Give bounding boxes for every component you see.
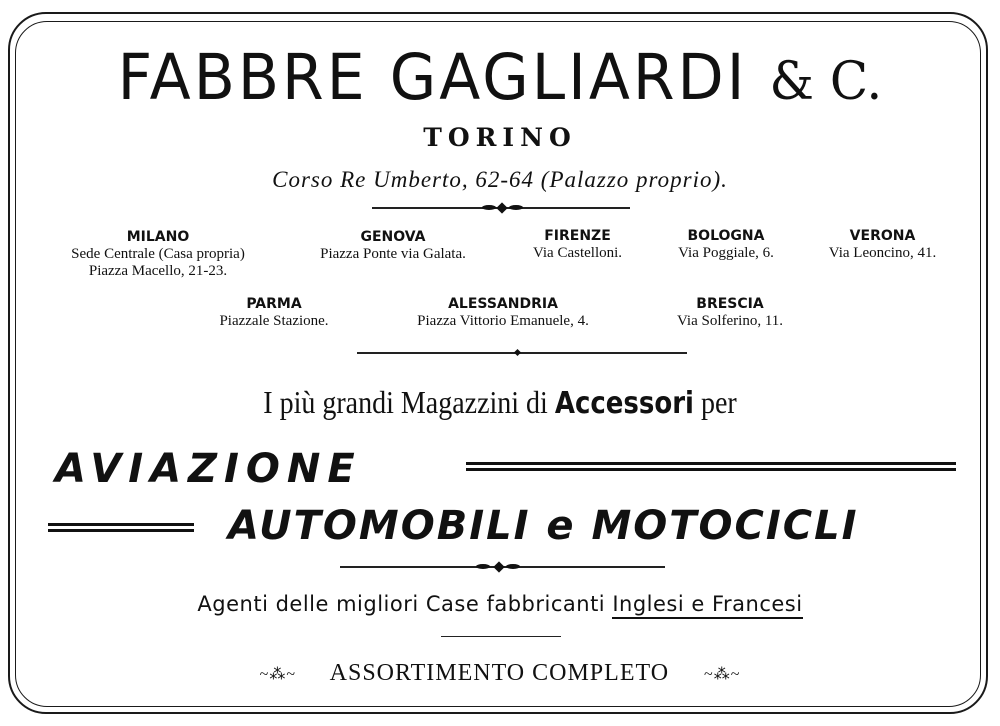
branch-address: Via Solferino, 11.	[676, 313, 784, 329]
tagline-suffix: per	[700, 385, 737, 422]
company-title	[0, 36, 1000, 123]
branch-genova	[290, 228, 496, 263]
branch-alessandria	[385, 295, 621, 330]
category-automobili-motocicli: AUTOMOBILI e MOTOCICLI	[228, 503, 859, 549]
footer-text: ASSORTIMENTO COMPLETO	[329, 660, 670, 686]
branch-bologna	[658, 227, 794, 262]
ornamental-divider-bottom	[340, 566, 665, 568]
flourish-right-icon: ~⁂~	[704, 666, 741, 684]
company-suffix: & C.	[769, 50, 883, 112]
agents-prefix: Agenti delle migliori Case fabbricanti	[197, 592, 606, 616]
branch-verona	[810, 227, 955, 262]
branch-city: FIRENZE	[544, 228, 611, 244]
branch-address: Piazzale Stazione.	[219, 313, 329, 329]
branch-address-line2: Piazza Macello, 21-23.	[88, 263, 228, 279]
category-aviazione: AVIAZIONE	[55, 446, 362, 492]
divider-ornament-left	[482, 205, 496, 210]
branch-address: Piazza Vittorio Emanuele, 4.	[417, 313, 589, 329]
branch-city: PARMA	[246, 296, 302, 312]
headquarters-address: Corso Re Umberto, 62-64 (Palazzo proprio).	[272, 167, 728, 192]
short-rule	[441, 636, 561, 637]
branch-milano	[44, 228, 272, 280]
branch-address: Via Leoncino, 41.	[828, 245, 937, 261]
tagline	[0, 386, 1000, 423]
double-rule-left	[48, 523, 194, 532]
divider-middle	[357, 352, 687, 354]
flourish-left-icon: ~⁂~	[259, 666, 296, 684]
branch-city: VERONA	[849, 228, 916, 244]
agents-underlined: Inglesi e Francesi	[612, 592, 802, 619]
branch-firenze	[515, 227, 640, 262]
branch-address: Sede Centrale (Casa propria)	[71, 246, 245, 262]
company-name: FABBRE GAGLIARDI	[117, 41, 748, 115]
double-rule-right	[466, 462, 956, 471]
tagline-prefix: I più grandi Magazzini di	[263, 385, 548, 422]
divider-ornament-left	[476, 564, 490, 569]
footer	[0, 660, 1000, 687]
branch-city: BOLOGNA	[687, 228, 765, 244]
branch-city: GENOVA	[360, 229, 426, 245]
headquarters-city: TORINO	[423, 123, 577, 152]
branch-city: BRESCIA	[696, 296, 764, 312]
ornamental-divider-top	[372, 207, 630, 209]
divider-ornament-right	[509, 205, 523, 210]
branch-parma	[200, 295, 348, 330]
branch-address: Via Castelloni.	[532, 245, 623, 261]
tagline-emphasis: Accessori	[554, 386, 694, 422]
branch-city: ALESSANDRIA	[448, 296, 558, 312]
branch-brescia	[656, 295, 804, 330]
branch-address: Via Poggiale, 6.	[678, 245, 774, 261]
agents-line	[0, 592, 1000, 616]
divider-ornament-right	[506, 564, 520, 569]
branch-address: Piazza Ponte via Galata.	[320, 246, 466, 262]
branch-city: MILANO	[126, 229, 190, 245]
